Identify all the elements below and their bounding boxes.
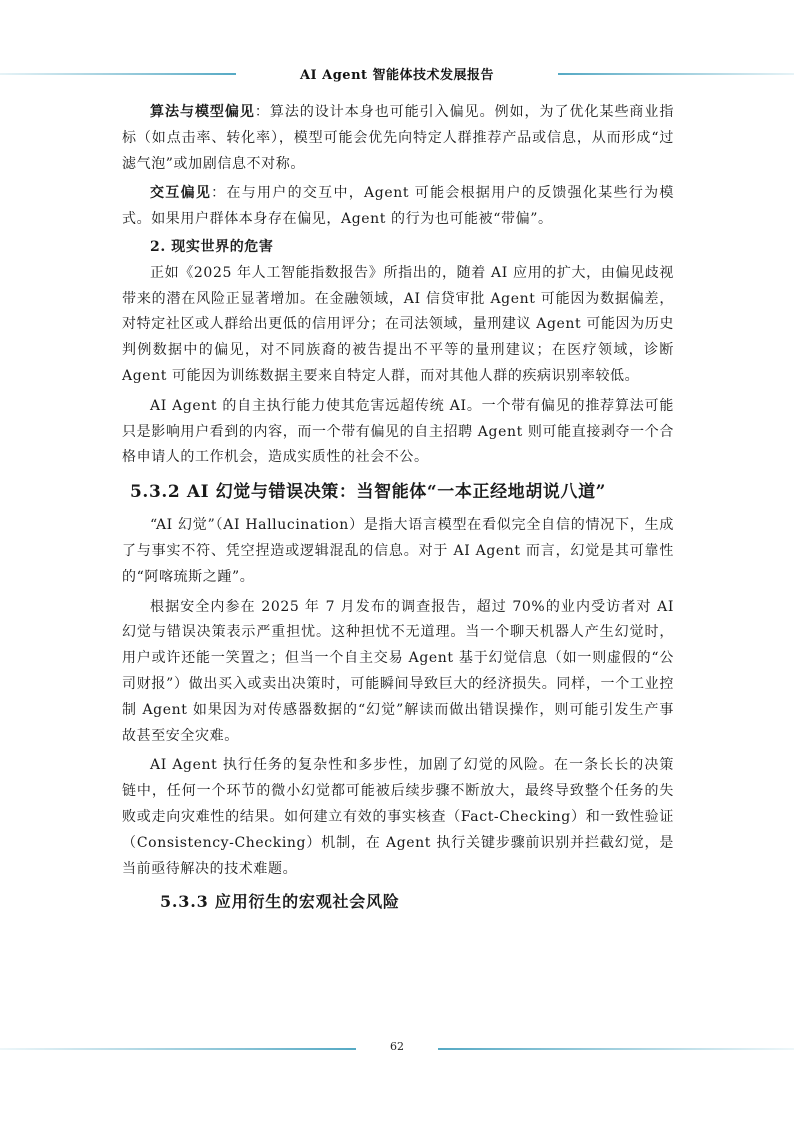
section-heading-macro-risk: 5.3.3 应用衍生的宏观社会风险	[160, 892, 400, 912]
paragraph-hallucination-1: “AI 幻觉”（AI Hallucination）是指大语言模型在看似完全自信的情况下，生成了与事实不符、凭空捏造或逻辑混乱的信息。对于 AI Agent 而言，幻觉是其可靠性的“阿喀琉斯之踵”。	[122, 517, 674, 585]
paragraph-real-world-2: AI Agent 的自主执行能力使其危害远超传统 AI。一个带有偏见的推荐算法可能只是影响用户看到的内容，而一个带有偏见的自主招聘 Agent 则可能直接剥夺一个合格申请人的工作机会，造成实质性的社会不公。	[122, 397, 674, 466]
paragraph-lead: 交互偏见	[150, 185, 212, 202]
paragraph-text: ：在与用户的交互中，Agent 可能会根据用户的反馈强化某些行为模式。如果用户群体本身存在偏见，Agent 的行为也可能被“带偏”。	[122, 185, 674, 228]
header-rule-left	[0, 73, 236, 75]
paragraph-interaction-bias	[122, 181, 674, 233]
page-number: 62	[390, 1040, 404, 1053]
paragraph-algorithm-bias	[122, 100, 674, 177]
footer-rule-right	[438, 1048, 794, 1050]
paragraph-hallucination-3: AI Agent 执行任务的复杂性和多步性，加剧了幻觉的风险。在一条长长的决策链中，任何一个环节的微小幻觉都可能被后续步骤不断放大，最终导致整个任务的失败或走向灾难性的结果。如何建立有效的事实核查（Fact-Checking）和一致性验证（Consistency-Checking）机制，在 Agent 执行关键步骤前识别并拦截幻觉，是当前亟待解决的技术难题。	[122, 757, 674, 877]
footer-rule-left	[0, 1048, 356, 1050]
page-footer	[0, 1040, 794, 1060]
subheading-real-world-harm: 2. 现实世界的危害	[150, 238, 274, 255]
section-heading-hallucination: 5.3.2 AI 幻觉与错误决策：当智能体“一本正经地胡说八道”	[130, 482, 607, 503]
paragraph-text: ：算法的设计本身也可能引入偏见。例如，为了优化某些商业指标（如点击率、转化率），模型可能会优先向特定人群推荐产品或信息，从而形成“过滤气泡”或加剧信息不对称。	[122, 104, 674, 172]
paragraph-hallucination-2: 根据安全内参在 2025 年 7 月发布的调查报告，超过 70%的业内受访者对 AI 幻觉与错误决策表示严重担忧。这种担忧不无道理。当一个聊天机器人产生幻觉时，用户或许还能一笑置之；但当一个自主交易 Agent 基于幻觉信息（如一则虚假的“公司财报”）做出买入或卖出决策时，可能瞬间导致巨大的经济损失。同样，一个工业控制 Agent 如果因为对传感器数据的“幻觉”解读而做出错误操作，则可能引发生产事故甚至安全灾难。	[122, 598, 674, 744]
paragraph-lead: 算法与模型偏见	[150, 104, 255, 120]
header-rule-right	[558, 73, 794, 75]
paragraph-real-world-1: 正如《2025 年人工智能指数报告》所指出的，随着 AI 应用的扩大，由偏见歧视带来的潜在风险正显著增加。在金融领域，AI 信贷审批 Agent 可能因为数据偏差，对特定社区或人群给出更低的信用评分；在司法领域，量刑建议 Agent 可能因为历史判例数据中的偏见，对不同族裔的被告提出不平等的量刑建议；在医疗领域，诊断 Agent 可能因为训练数据主要来自特定人群，而对其他人群的疾病识别率较低。	[122, 264, 674, 384]
page-header	[0, 64, 794, 86]
page-body	[122, 100, 674, 916]
header-title: AI Agent 智能体技术发展报告	[299, 68, 495, 83]
